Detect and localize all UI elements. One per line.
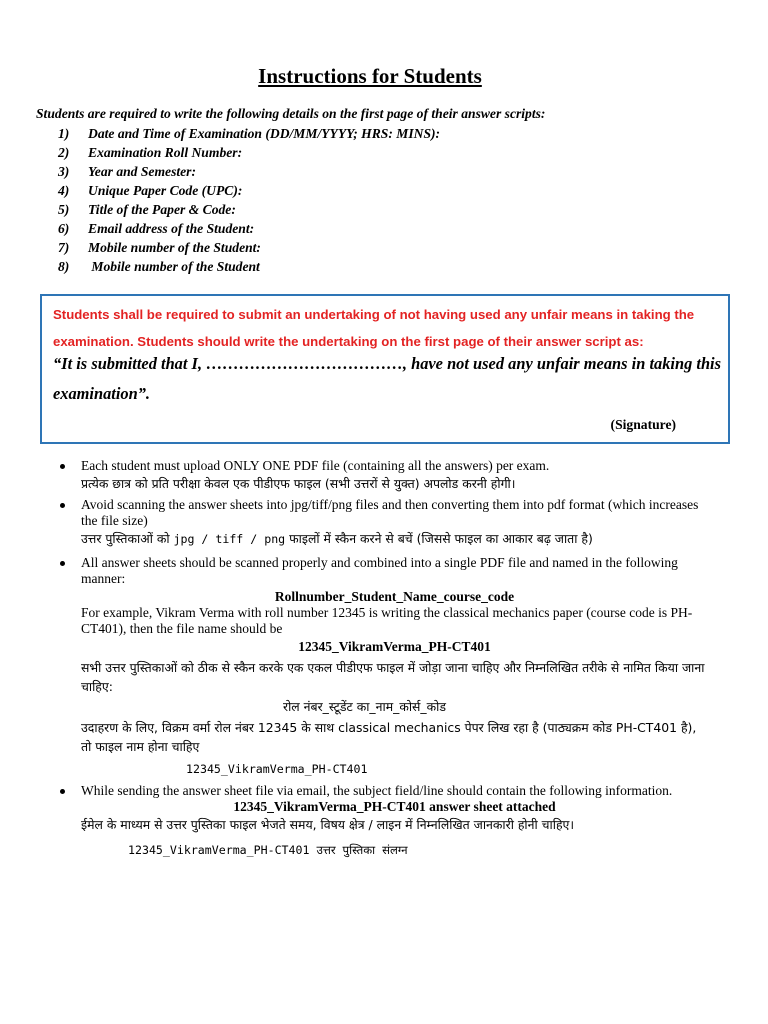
details-item-number: 1) [58, 126, 70, 141]
details-item [58, 219, 440, 238]
details-item-text: Examination Roll Number: [88, 145, 243, 160]
example-text-hi: उदाहरण के लिए, विक्रम वर्मा रोल नंबर 12345 के साथ classical mechanics पेपर लिख रहा है (पाठ्यक्रम कोड PH-CT401 है), तो फाइल नाम होना चाहिए [81, 720, 697, 754]
signature-label: (Signature) [610, 417, 676, 432]
bullet-text-en: All answer sheets should be scanned properly and combined into a single PDF file and named in the following manner: [81, 555, 678, 586]
undertaking-instruction: Students shall be required to submit an undertaking of not having used any unfair means in taking the examination. Students should write the undertaking on the first page of their answer script as: [53, 307, 695, 349]
undertaking-box [40, 294, 730, 444]
instructions-list [58, 458, 708, 858]
details-item-number: 4) [58, 183, 70, 198]
bullet-text-hi: सभी उत्तर पुस्तिकाओं को ठीक से स्कैन करके एक एकल पीडीएफ फाइल में जोड़ा जाना चाहिए और निम्नलिखित तरीके से नामित किया जाना चाहिए: [81, 660, 705, 694]
bullet-item-naming [58, 555, 708, 777]
page-title: Instructions for Students [258, 64, 482, 88]
details-item-text: Unique Paper Code (UPC): [88, 183, 243, 198]
details-item [58, 162, 440, 181]
details-item [58, 238, 440, 257]
bullet-item-email-subject [58, 783, 708, 858]
bullet-item-avoid-images [58, 497, 708, 549]
details-item-text: Email address of the Student: [88, 221, 255, 236]
bullet-item-single-pdf [58, 458, 708, 493]
details-item-number: 8) [58, 259, 70, 274]
intro-text: Students are required to write the following details on the first page of their answer scripts: [36, 106, 546, 121]
hi-text-part: फाइलों में स्कैन करने से बचें (जिससे फाइल का आकार बढ़ जाता है) [285, 531, 593, 546]
details-item-number: 7) [58, 240, 70, 255]
details-item-text: Title of the Paper & Code: [88, 202, 236, 217]
bullet-text-hi: ईमेल के माध्यम से उत्तर पुस्तिका फाइल भेजते समय, विषय क्षेत्र / लाइन में निम्नलिखित जानकारी होनी चाहिए। [81, 817, 575, 832]
example-filename-hi: 12345_VikramVerma_PH-CT401 [186, 762, 368, 776]
details-item [58, 124, 440, 143]
details-item [58, 257, 440, 276]
filename-format: Rollnumber_Student_Name_course_code [274, 589, 515, 604]
details-item-number: 3) [58, 164, 70, 179]
details-item [58, 181, 440, 200]
details-item-text: Year and Semester: [88, 164, 196, 179]
undertaking-quote: “It is submitted that I, ………………………………, have not used any unfair means in taking this examination”. [53, 354, 721, 403]
details-item [58, 200, 440, 219]
bullet-text-hi: प्रत्येक छात्र को प्रति परीक्षा केवल एक पीडीएफ फाइल (सभी उत्तरों से युक्त) अपलोड करनी होगी। [81, 476, 516, 491]
filename-format-hi: रोल नंबर_स्टूडेंट का_नाम_कोर्स_कोड [283, 699, 446, 714]
bullet-text-en: Avoid scanning the answer sheets into jpg/tiff/png files and then converting them into pdf format (which increases the file size) [81, 497, 699, 528]
details-item [58, 143, 440, 162]
bullet-text-hi [81, 529, 708, 549]
details-item-text: Mobile number of the Student [88, 259, 260, 274]
details-item-number: 5) [58, 202, 70, 217]
hi-text-part: उत्तर पुस्तिकाओं को [81, 531, 174, 546]
email-subject-hi: 12345_VikramVerma_PH-CT401 उत्तर पुस्तिका संलग्न [128, 843, 408, 857]
example-filename: 12345_VikramVerma_PH-CT401 [298, 639, 491, 654]
bullet-text-en: While sending the answer sheet file via email, the subject field/line should contain the following information. [81, 783, 673, 798]
email-subject: 12345_VikramVerma_PH-CT401 answer sheet attached [233, 799, 556, 814]
details-item-number: 6) [58, 221, 70, 236]
details-item-number: 2) [58, 145, 70, 160]
bullet-text-en: Each student must upload ONLY ONE PDF file (containing all the answers) per exam. [81, 458, 550, 473]
details-item-text: Date and Time of Examination (DD/MM/YYYY; HRS: MINS): [88, 126, 441, 141]
details-item-text: Mobile number of the Student: [88, 240, 261, 255]
file-formats-code: jpg / tiff / png [173, 532, 286, 546]
details-list [58, 124, 440, 276]
example-text: For example, Vikram Verma with roll number 12345 is writing the classical mechanics paper (course code is PH-CT401), then the file name should be [81, 605, 693, 636]
